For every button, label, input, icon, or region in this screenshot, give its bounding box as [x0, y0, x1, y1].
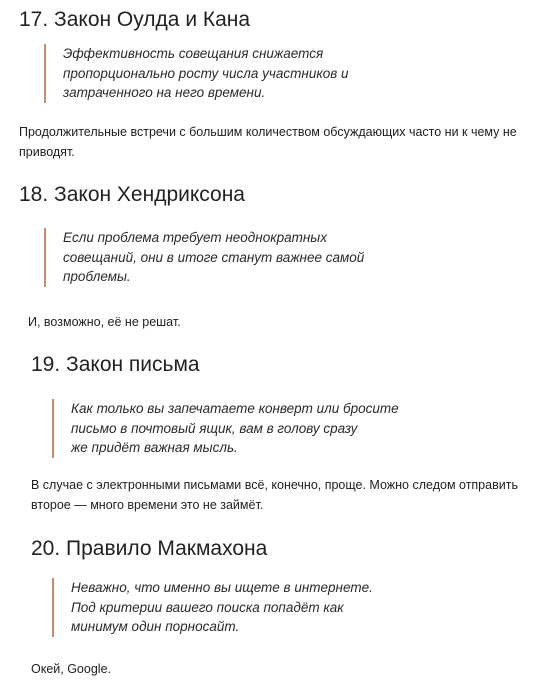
quote-line: совещаний, они в итоге станут важнее самой: [63, 249, 365, 265]
quote-line: проблемы.: [63, 269, 131, 284]
law-20-quote: [52, 578, 511, 637]
law-18-heading: 18. Закон Хендриксона: [19, 183, 245, 206]
quote-line: же придёт важная мысль.: [71, 440, 238, 455]
quote-line: письмо в почтовый ящик, вам в голову сразу: [71, 420, 358, 436]
quote-line: пропорционально росту числа участников и: [63, 65, 349, 81]
quote-line: Как только вы запечатаете конверт или бросите: [71, 401, 399, 416]
quote-line: затраченного на него времени.: [63, 85, 266, 100]
comment-line: Продолжительные встречи с большим количеством обсуждающих часто ни к чему не: [19, 125, 517, 139]
comment-line: И, возможно, её не решат.: [28, 315, 181, 329]
law-17-quote: [44, 44, 503, 103]
comment-line: второе — много времени это не займёт.: [31, 497, 264, 512]
quote-line: Эффективность совещания снижается: [63, 46, 324, 61]
law-18-quote: [44, 228, 503, 287]
quote-line: Неважно, что именно вы ищете в интернете.: [71, 580, 373, 595]
law-20-comment: [31, 660, 547, 680]
law-19-quote: [52, 399, 511, 458]
comment-line: В случае с электронными письмами всё, конечно, проще. Можно следом отправить: [31, 478, 518, 492]
law-17-heading: 17. Закон Оулда и Кана: [19, 8, 251, 31]
comment-line: Окей, Google.: [31, 662, 111, 676]
quote-line: минимум один порносайт.: [71, 619, 240, 634]
quote-line: Если проблема требует неоднократных: [63, 230, 327, 245]
quote-line: Под критерии вашего поиска попадёт как: [71, 599, 344, 615]
comment-line: приводят.: [19, 144, 75, 159]
law-18-comment: [28, 313, 547, 333]
law-19-comment: [31, 476, 547, 515]
law-20-heading: 20. Правило Макмахона: [31, 537, 268, 560]
law-19-heading: 19. Закон письма: [31, 353, 200, 376]
law-17-comment: [19, 123, 539, 162]
